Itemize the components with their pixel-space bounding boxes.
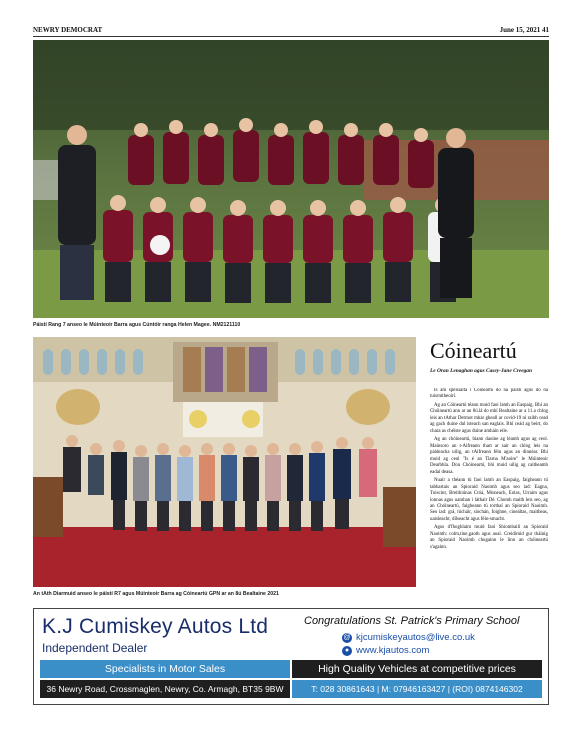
ad-dealer-type: Independent Dealer bbox=[42, 641, 148, 655]
class-photo-outdoor bbox=[33, 40, 549, 318]
ad-phones-bar bbox=[292, 680, 542, 698]
photo2-caption: An tAth Diarmuid anseo le páistí R7 agus Múinteoir Barra ag Cóineartú GPN ar an 8ú Bealtaine 2021 bbox=[33, 591, 279, 597]
article-paragraph: Ag an chóineartú, biann daoine ag léamh agus ag ceol. Mainsoro an t-Aifreann thart ar sair an chlog leis na páideacha uilig, an tAifreann féin agus an dinnéar. Bhí muid ag ceol "Is é an Tiarna M'aoire" le Múinteoir Dearbhla. Don Chóineartú, bhí muid uilig ag caitheamh eadaí deasa. bbox=[430, 437, 548, 475]
globe-icon: ● bbox=[342, 646, 352, 656]
ad-specialists-bar bbox=[40, 660, 290, 678]
article-paragraph: Agus d'fhoghlaim muid faoi Shiombailí an Spioraid Naoimh: colm,tine,gaoth agus aoal. Creidimid gur tháinig an Spioraid Naoimh chugainn le linn an chóineartú s'againn. bbox=[430, 525, 548, 550]
class-photo-outdoor-image bbox=[33, 40, 549, 318]
ad-congratulations: Congratulations St. Patrick's Primary School bbox=[304, 615, 520, 627]
article-title: Cóineartú bbox=[430, 338, 517, 363]
class-photo-church-image bbox=[33, 337, 416, 587]
publication-name: NEWRY DEMOCRAT bbox=[33, 26, 103, 34]
ad-website[interactable]: www.kjautos.com bbox=[356, 645, 430, 656]
ad-quality-text: High Quality Vehicles at competitive prices bbox=[318, 663, 516, 675]
email-icon: @ bbox=[343, 633, 351, 641]
ad-email-row[interactable] bbox=[342, 632, 475, 643]
article-paragraph: Nuair a théann tú faoi lamh an Easpaig, faigheann tú tabhartais an Spioraid Naoimh agus seo iad: Eagna, Tuiscint, Breithiúnas Cróá, Misneach, Eolas, Urraim agus lonnas agus uamhan i láthair Dé. Chomh maith leis seo, ag an Chóineartú, faigheann tú torthaí an Spioraid Naoimh. Seo iad: grá, lúcháir, síochán, foighne, cineáltas, maitheas, uaisleacht, dílseacht agus féin-smacht. bbox=[430, 478, 548, 522]
class-photo-church bbox=[33, 337, 416, 587]
page-header bbox=[33, 26, 549, 36]
ad-quality-bar bbox=[292, 660, 542, 678]
article-body bbox=[430, 388, 548, 603]
page-date: June 15, 2021 41 bbox=[499, 26, 549, 34]
header-rule bbox=[33, 36, 549, 37]
article-paragraph: Is am speisialta í Cóineartú do na páistí agus do na tuismitheoirí. bbox=[430, 388, 548, 400]
photo1-caption: Páistí Rang 7 anseo le Múinteoir Barra agus Cúntóir ranga Helen Magee. NM2121110 bbox=[33, 322, 241, 328]
article-byline: Le Oran Lenaghan agus Casey-Jane Creegan bbox=[430, 368, 532, 374]
ad-website-row[interactable] bbox=[342, 645, 429, 656]
advertisement bbox=[33, 608, 549, 705]
ad-brand: K.J Cumiskey Autos Ltd bbox=[42, 615, 269, 638]
ad-address-bar bbox=[40, 680, 290, 698]
article-paragraph: Ag an Cóineartú téann muid faoi lamh an Easpaig. Bhí an Chóineartú ann ar an 8ú.lá do mhí Bealtaine ar a 11.a chlog leis an tAthar Dermot mhar gheall ar covid-19 ní raibh cead ag gach duine dul isteach san eaglais. Bhí ceád ag beirt, do chara as chéiste agus duine amháin eile. bbox=[430, 402, 548, 434]
ad-email[interactable]: kjcumiskeyautos@live.co.uk bbox=[356, 632, 475, 643]
ad-address-text: 36 Newry Road, Crossmaglen, Newry, Co. Armagh, BT35 9BW bbox=[46, 684, 284, 694]
ad-specialists-text: Specialists in Motor Sales bbox=[104, 663, 226, 675]
ad-phones-text: T: 028 30861643 | M: 07946163427 | (ROI) 0874146302 bbox=[311, 684, 523, 694]
